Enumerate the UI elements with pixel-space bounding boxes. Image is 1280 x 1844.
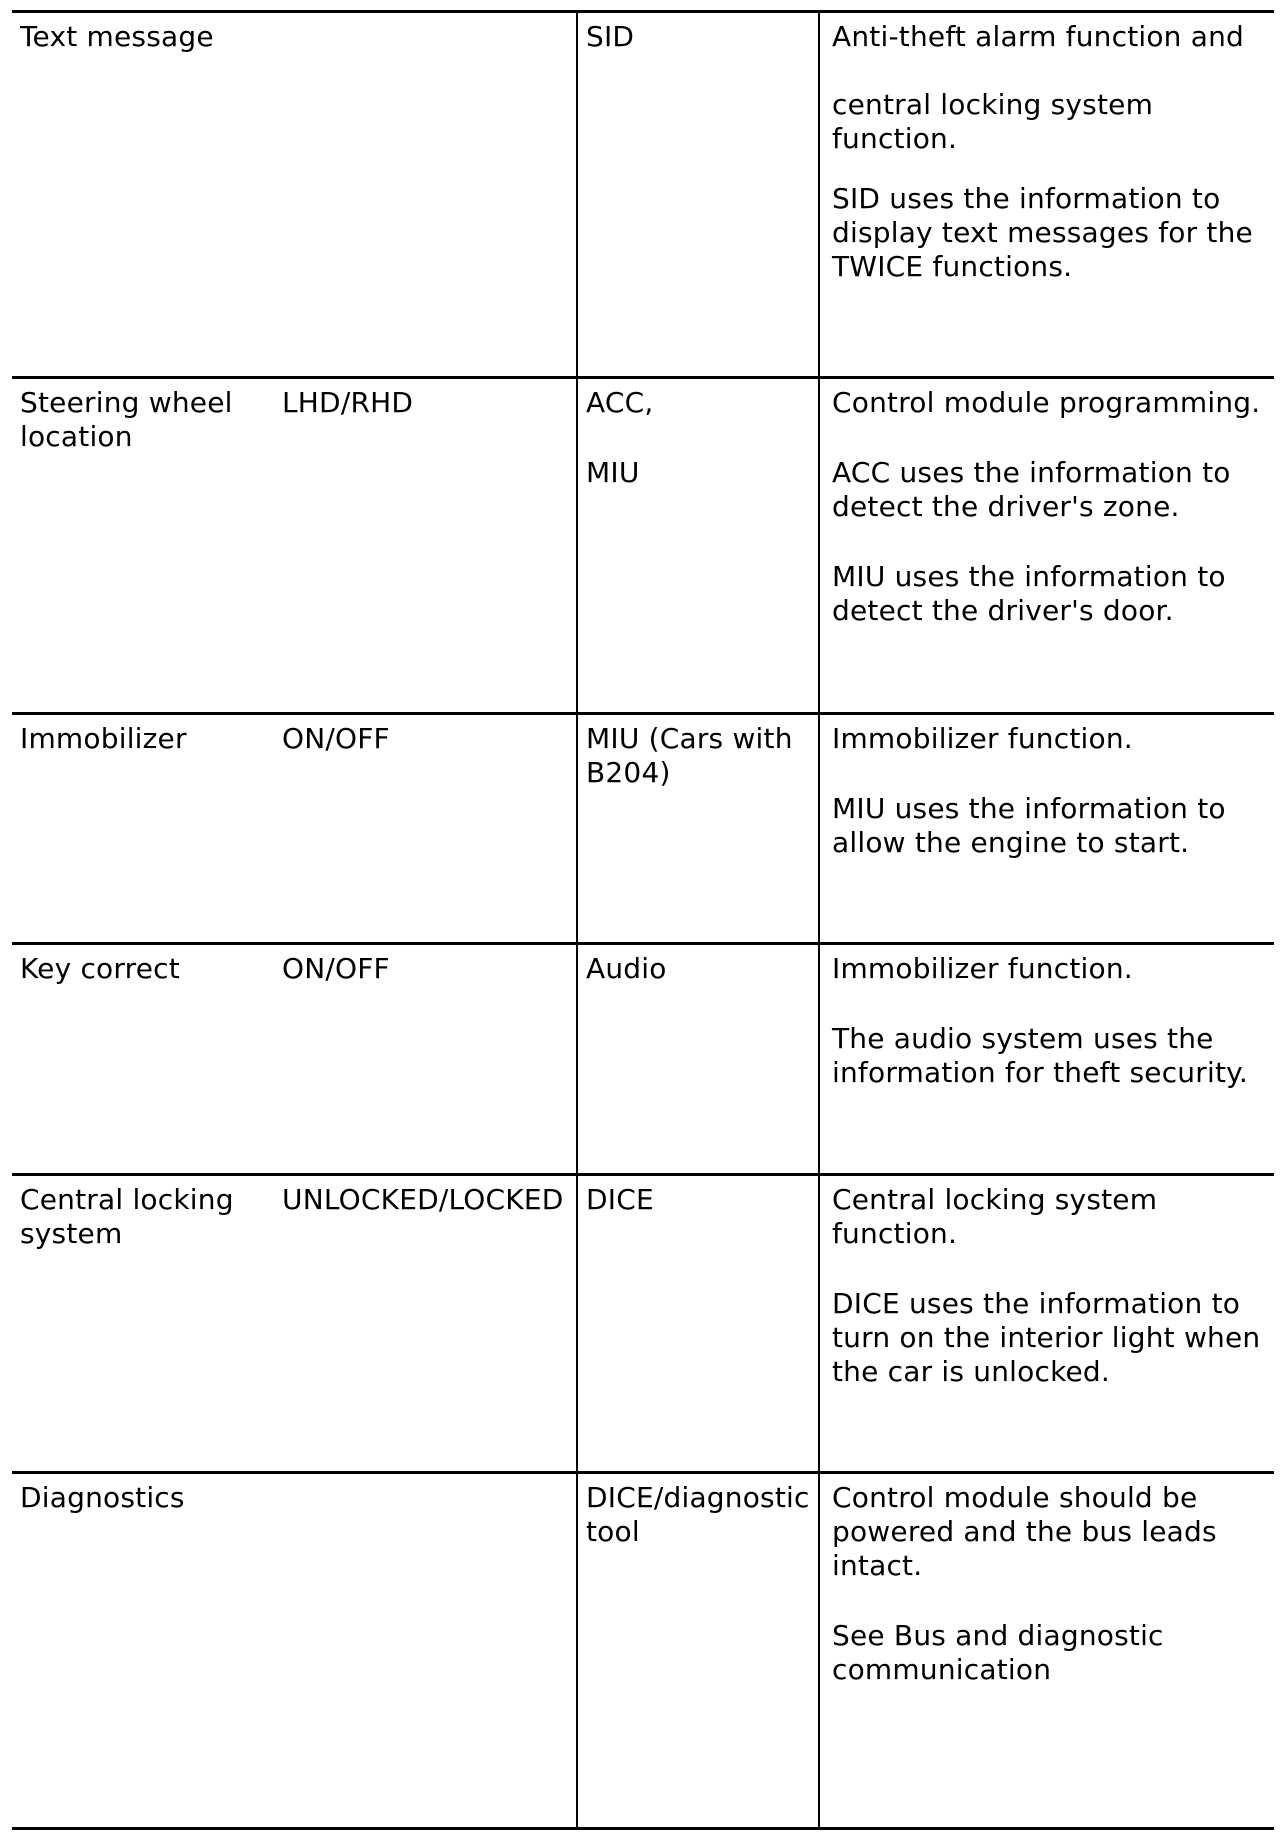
receiver: DICE <box>586 1183 654 1216</box>
receiver-cell <box>586 386 826 490</box>
row-divider <box>12 10 1274 13</box>
description-paragraph: Anti-theft alarm function and <box>832 20 1245 53</box>
signal-value: LHD/RHD <box>282 386 414 419</box>
row-divider <box>12 1173 1274 1176</box>
description-paragraph: Immobilizer function. <box>832 722 1133 755</box>
description-paragraph: MIU uses the information to detect the driver's door. <box>832 560 1226 627</box>
receiver-cell <box>586 952 826 986</box>
description-cell <box>832 952 1272 1090</box>
receiver-cell <box>586 722 811 790</box>
signal-name: Immobilizer <box>20 722 187 755</box>
signal-value: ON/OFF <box>282 722 390 755</box>
row-divider <box>12 942 1274 945</box>
description-paragraph: MIU uses the information to allow the engine to start. <box>832 792 1226 859</box>
receiver: MIU <box>586 456 640 489</box>
description-paragraph: Central locking system function. <box>832 1183 1158 1250</box>
column-divider <box>576 10 578 1830</box>
receiver: SID <box>586 20 635 53</box>
row-divider <box>12 376 1274 379</box>
signal-value: ON/OFF <box>282 952 390 985</box>
row-divider <box>12 712 1274 715</box>
description-cell <box>832 1183 1272 1389</box>
row-divider <box>12 1471 1274 1474</box>
receiver: DICE/diagnostic tool <box>586 1481 810 1548</box>
description-paragraph: DICE uses the information to turn on the interior light when the car is unlocked. <box>832 1287 1261 1388</box>
description-cell <box>832 386 1272 628</box>
description-paragraph: The audio system uses the information for theft security. <box>832 1022 1249 1089</box>
receiver: MIU (Cars with B204) <box>586 722 793 789</box>
signal-name: Central locking system <box>20 1183 234 1250</box>
receiver-cell <box>586 20 826 54</box>
description-paragraph: Control module should be powered and the bus leads intact. <box>832 1481 1217 1582</box>
description-cell <box>832 722 1272 860</box>
signal-name: Text message <box>20 20 214 53</box>
signal-value: UNLOCKED/LOCKED <box>282 1183 564 1216</box>
receiver-cell <box>586 1481 816 1549</box>
receiver: Audio <box>586 952 667 985</box>
row-divider <box>12 1827 1274 1830</box>
description-paragraph: See Bus and diagnostic communication <box>832 1619 1164 1686</box>
description-paragraph: SID uses the information to display text messages for the TWICE functions. <box>832 182 1253 283</box>
description-paragraph: Immobilizer function. <box>832 952 1133 985</box>
description-paragraph: central locking system function. <box>832 88 1154 155</box>
signal-name: Key correct <box>20 952 180 985</box>
description-cell <box>832 20 1272 284</box>
description-paragraph: Control module programming. <box>832 386 1261 419</box>
description-cell <box>832 1481 1272 1687</box>
receiver-cell <box>586 1183 826 1217</box>
signal-name: Diagnostics <box>20 1481 185 1514</box>
receiver: ACC, <box>586 386 654 419</box>
column-divider <box>818 10 820 1830</box>
signal-name: Steering wheel location <box>20 386 233 453</box>
description-paragraph: ACC uses the information to detect the driver's zone. <box>832 456 1231 523</box>
